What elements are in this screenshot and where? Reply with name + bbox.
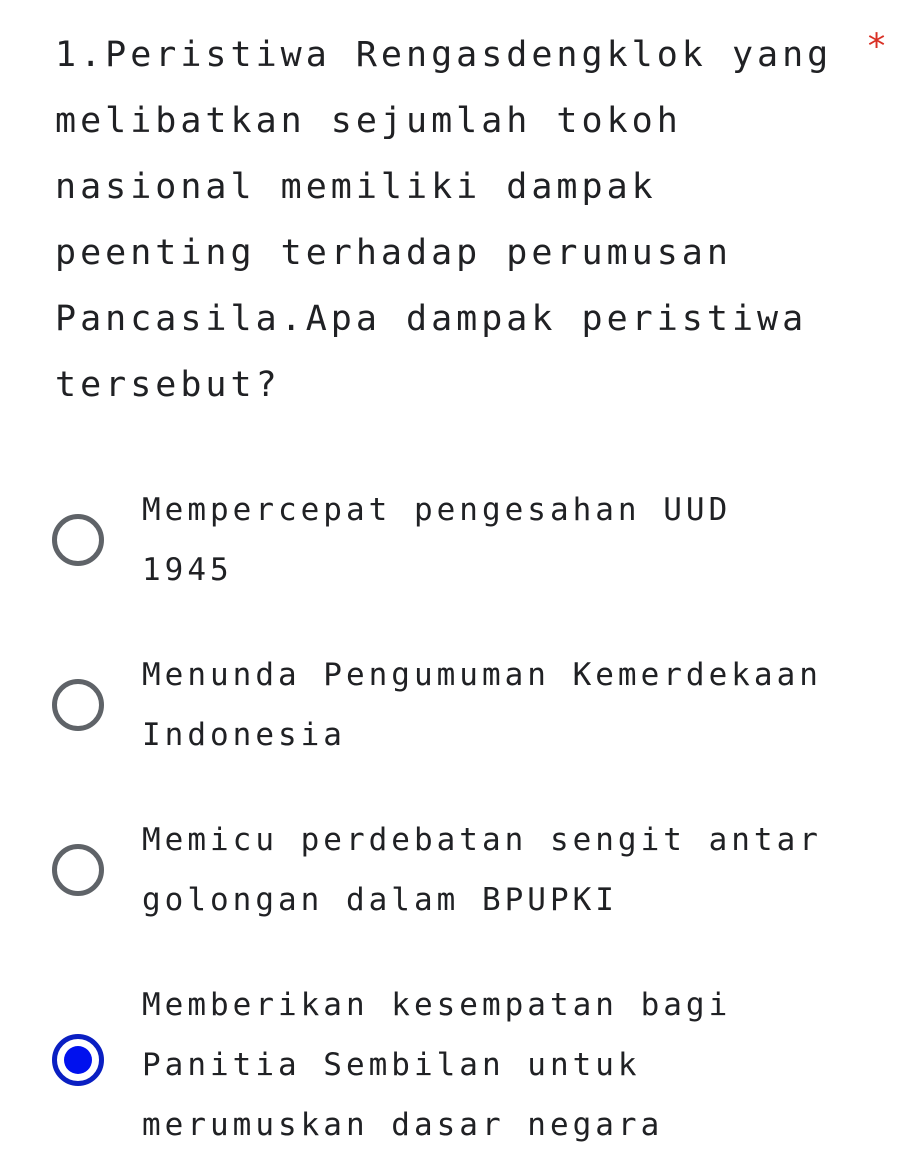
required-asterisk: * xyxy=(866,27,888,67)
radio-unchecked-icon[interactable] xyxy=(52,844,104,896)
radio-unchecked-icon[interactable] xyxy=(52,514,104,566)
radio-checked-icon[interactable] xyxy=(52,1034,104,1086)
option-label: Mempercepat pengesahan UUD 1945 xyxy=(142,492,732,588)
radio-unchecked-icon[interactable] xyxy=(52,679,104,731)
option-label: Menunda Pengumuman Kemerdekaan Indonesia xyxy=(142,657,822,753)
option-label: Memberikan kesempatan bagi Panitia Sembilan untuk merumuskan dasar negara xyxy=(142,987,732,1143)
option-label: Memicu perdebatan sengit antar golongan dalam BPUPKI xyxy=(142,822,822,918)
radio-dot-icon xyxy=(64,1046,92,1074)
question-text: 1.Peristiwa Rengasdengklok yang melibatkan sejumlah tokoh nasional memiliki dampak peenting terhadap perumusan Pancasila.Apa dampak peristiwa tersebut? xyxy=(55,35,833,405)
